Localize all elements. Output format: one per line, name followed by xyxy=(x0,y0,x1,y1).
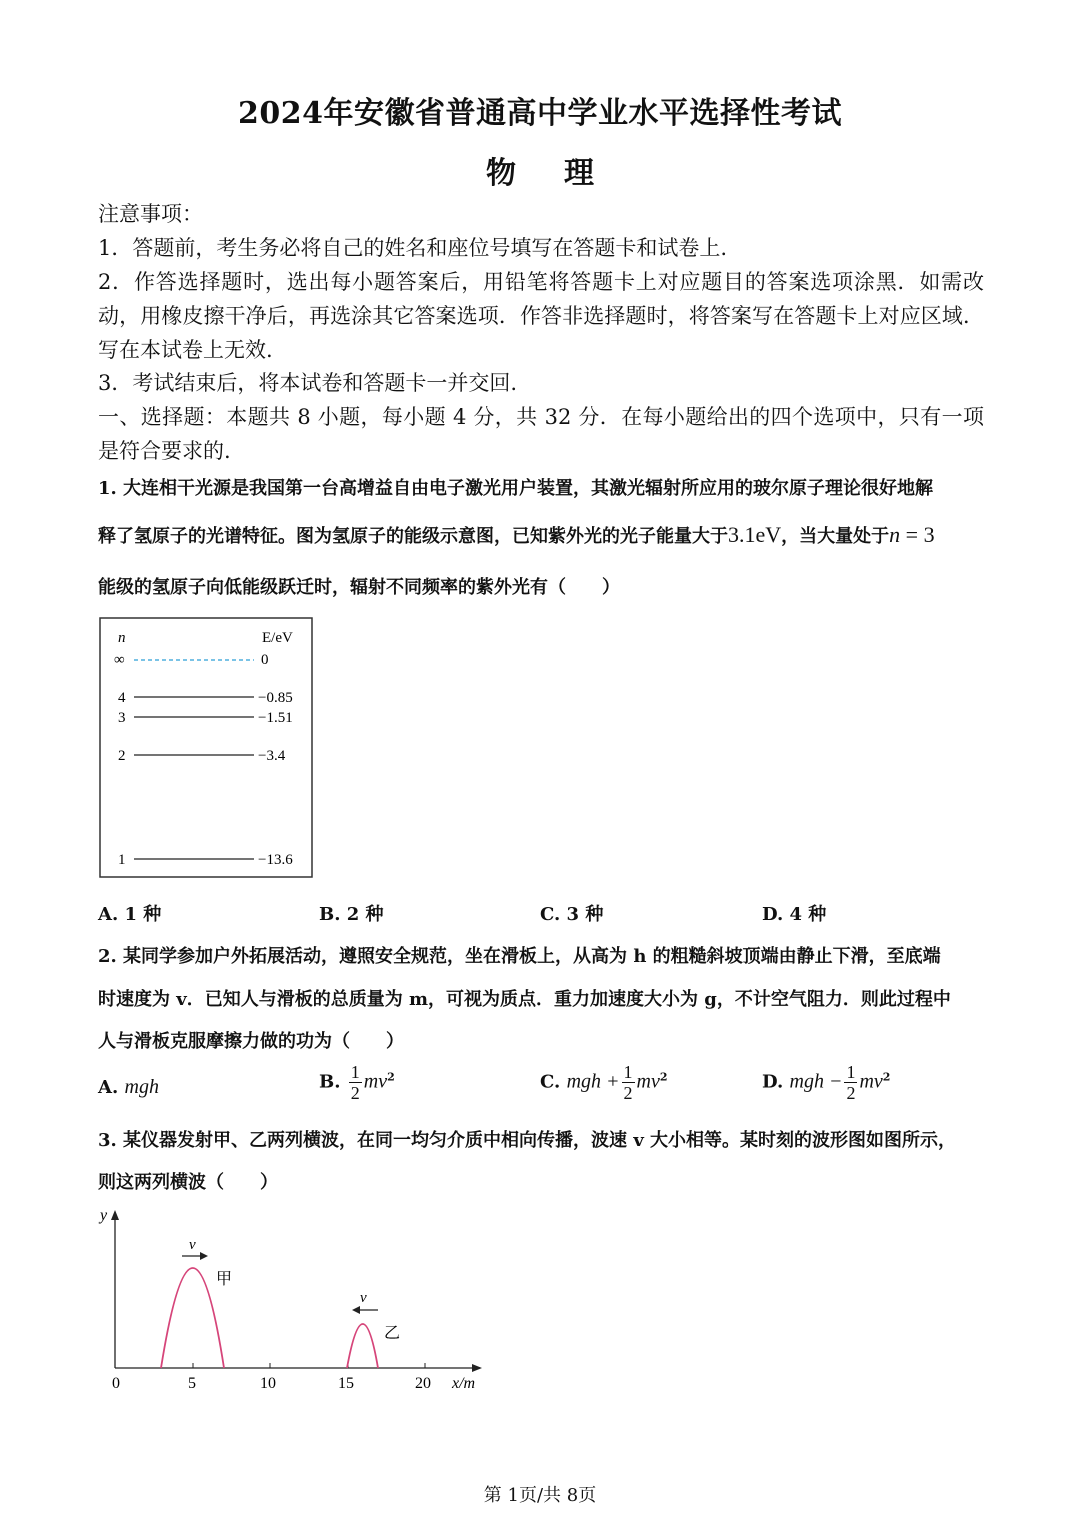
tick-label-0: 0 xyxy=(112,1375,120,1392)
q2-option-d-head: mgh − xyxy=(789,1070,843,1093)
note-item-2: 2．作答选择题时，选出每小题答案后，用铅笔将答题卡上对应题目的答案选项涂黑．如需改动，用橡皮擦干净后，再选涂其它答案选项．作答非选择题时，将答案写在答题卡上对应区域．写在本试卷上无效. xyxy=(98,270,984,362)
q2-option-b-label: B. xyxy=(319,1071,341,1093)
q1-option-a[interactable]: A. 1 种 xyxy=(98,904,162,925)
section-heading: 一、选择题：本题共 8 小题，每小题 4 分，共 32 分．在每小题给出的四个选项中，只有一项是符合要求的. xyxy=(98,405,984,463)
q2-option-c-label: C. xyxy=(540,1071,561,1093)
q1-line-2 xyxy=(98,522,984,548)
q2-option-d-expr: mv xyxy=(859,1070,883,1093)
subject-title xyxy=(0,148,1080,192)
wave-jia-velocity-arrow xyxy=(200,1252,208,1260)
q2-option-b-expr: mv xyxy=(363,1070,388,1093)
q1-option-c[interactable]: C. 3 种 xyxy=(540,904,604,925)
q2-option-b-fraction xyxy=(349,1062,362,1103)
x-axis-arrow xyxy=(472,1364,482,1372)
notes-heading: 注意事项： xyxy=(98,202,203,226)
q2-option-d-label: D. xyxy=(762,1071,784,1093)
q1-option-b[interactable]: B. 2 种 xyxy=(319,904,384,925)
diagram-e-label: E/eV xyxy=(262,630,293,646)
wave-jia-velocity-label: v xyxy=(189,1237,196,1253)
wave-yi-label: 乙 xyxy=(384,1325,401,1342)
q2-d-numerator: 1 xyxy=(846,1062,856,1082)
level-3-n: 3 xyxy=(118,710,126,726)
note-item-3: 3．考试结束后，将本试卷和答题卡一并交回. xyxy=(98,371,518,395)
q2-c-numerator: 1 xyxy=(623,1062,633,1082)
q2-option-b[interactable] xyxy=(319,1062,395,1103)
q2-option-a-label: A. xyxy=(98,1077,119,1098)
wave-yi-velocity-arrow xyxy=(352,1306,360,1314)
q1-n-symbol: n xyxy=(889,522,901,547)
wave-yi-velocity-label: v xyxy=(360,1290,367,1306)
level-4-n: 4 xyxy=(118,690,126,706)
q1-line-1: 1. 大连相干光源是我国第一台高增益自由电子激光用户装置，其激光辐射所应用的玻尔原子理论很好地解 xyxy=(98,478,934,499)
q2-d-square: 2 xyxy=(882,1070,891,1084)
q2-option-a-expr: mgh xyxy=(124,1076,159,1098)
note-item-1: 1．答题前，考生务必将自己的姓名和座位号填写在答题卡和试卷上. xyxy=(98,236,728,260)
q2-line-1: 2. 某同学参加户外拓展活动，遵照安全规范，坐在滑板上，从高为 h 的粗糙斜坡顶端由静止下滑，至底端 xyxy=(98,946,941,967)
tick-label-20: 20 xyxy=(415,1375,431,1392)
q2-option-d-fraction xyxy=(844,1062,857,1103)
page-footer: 第 1页/共 8页 xyxy=(483,1485,597,1506)
tick-label-5: 5 xyxy=(188,1375,196,1392)
q1-line-3: 能级的氢原子向低能级跃迁时，辐射不同频率的紫外光有（ ） xyxy=(98,577,620,598)
subject-char-2: 理 xyxy=(564,156,594,191)
level-1-n: 1 xyxy=(118,852,126,868)
q2-line-2: 时速度为 v．已知人与滑板的总质量为 m，可视为质点．重力加速度大小为 g，不计空气阻力．则此过程中 xyxy=(98,989,951,1010)
x-axis-label: x/m xyxy=(452,1375,476,1392)
exam-title: 2024年安徽省普通高中学业水平选择性考试 xyxy=(238,96,842,131)
level-inf-e: 0 xyxy=(261,652,269,668)
q2-d-denominator: 2 xyxy=(846,1083,856,1103)
y-axis-arrow xyxy=(111,1210,119,1220)
wave-yi xyxy=(347,1324,378,1368)
tick-label-10: 10 xyxy=(260,1375,276,1392)
level-4-e: −0.85 xyxy=(258,690,293,706)
q1-n-value: = 3 xyxy=(900,522,935,547)
q2-b-numerator: 1 xyxy=(350,1062,360,1082)
q2-option-a[interactable] xyxy=(98,1076,159,1099)
q1-line-2-text-b: ，当大量处于 xyxy=(781,526,890,547)
q3-line-1: 3. 某仪器发射甲、乙两列横波，在同一均匀介质中相向传播，波速 v 大小相等。某时刻的波形图如图所示， xyxy=(98,1130,957,1151)
q1-option-d[interactable]: D. 4 种 xyxy=(762,904,827,925)
wave-jia xyxy=(161,1268,224,1368)
y-axis-label: y xyxy=(100,1207,108,1224)
q2-option-d[interactable] xyxy=(762,1062,890,1103)
q2-c-square: 2 xyxy=(659,1070,668,1084)
diagram-n-label: n xyxy=(118,630,126,646)
subject-char-1: 物 xyxy=(486,156,516,191)
q1-line-2-text-a: 释了氢原子的光谱特征。图为氢原子的能级示意图，已知紫外光的光子能量大于 xyxy=(98,526,728,547)
q2-b-denominator: 2 xyxy=(350,1083,360,1103)
q2-option-c-fraction xyxy=(622,1062,635,1103)
q2-option-c-head: mgh + xyxy=(566,1070,620,1093)
q2-line-3: 人与滑板克服摩擦力做的功为（ ） xyxy=(98,1031,404,1052)
level-2-e: −3.4 xyxy=(258,748,286,764)
wave-jia-label: 甲 xyxy=(216,1271,233,1288)
level-inf-n: ∞ xyxy=(114,652,125,668)
q2-c-denominator: 2 xyxy=(623,1083,633,1103)
level-2-n: 2 xyxy=(118,748,126,764)
q2-option-c[interactable] xyxy=(540,1062,668,1103)
q3-line-2: 则这两列横波（ ） xyxy=(98,1172,278,1193)
tick-label-15: 15 xyxy=(338,1375,354,1392)
q1-energy-value: 3.1eV xyxy=(728,522,782,547)
q2-option-c-expr: mv xyxy=(636,1070,660,1093)
wave-graph xyxy=(90,1200,500,1400)
level-3-e: −1.51 xyxy=(258,710,293,726)
q2-b-square: 2 xyxy=(387,1070,395,1084)
level-1-e: −13.6 xyxy=(258,852,293,868)
energy-level-diagram xyxy=(98,616,314,880)
